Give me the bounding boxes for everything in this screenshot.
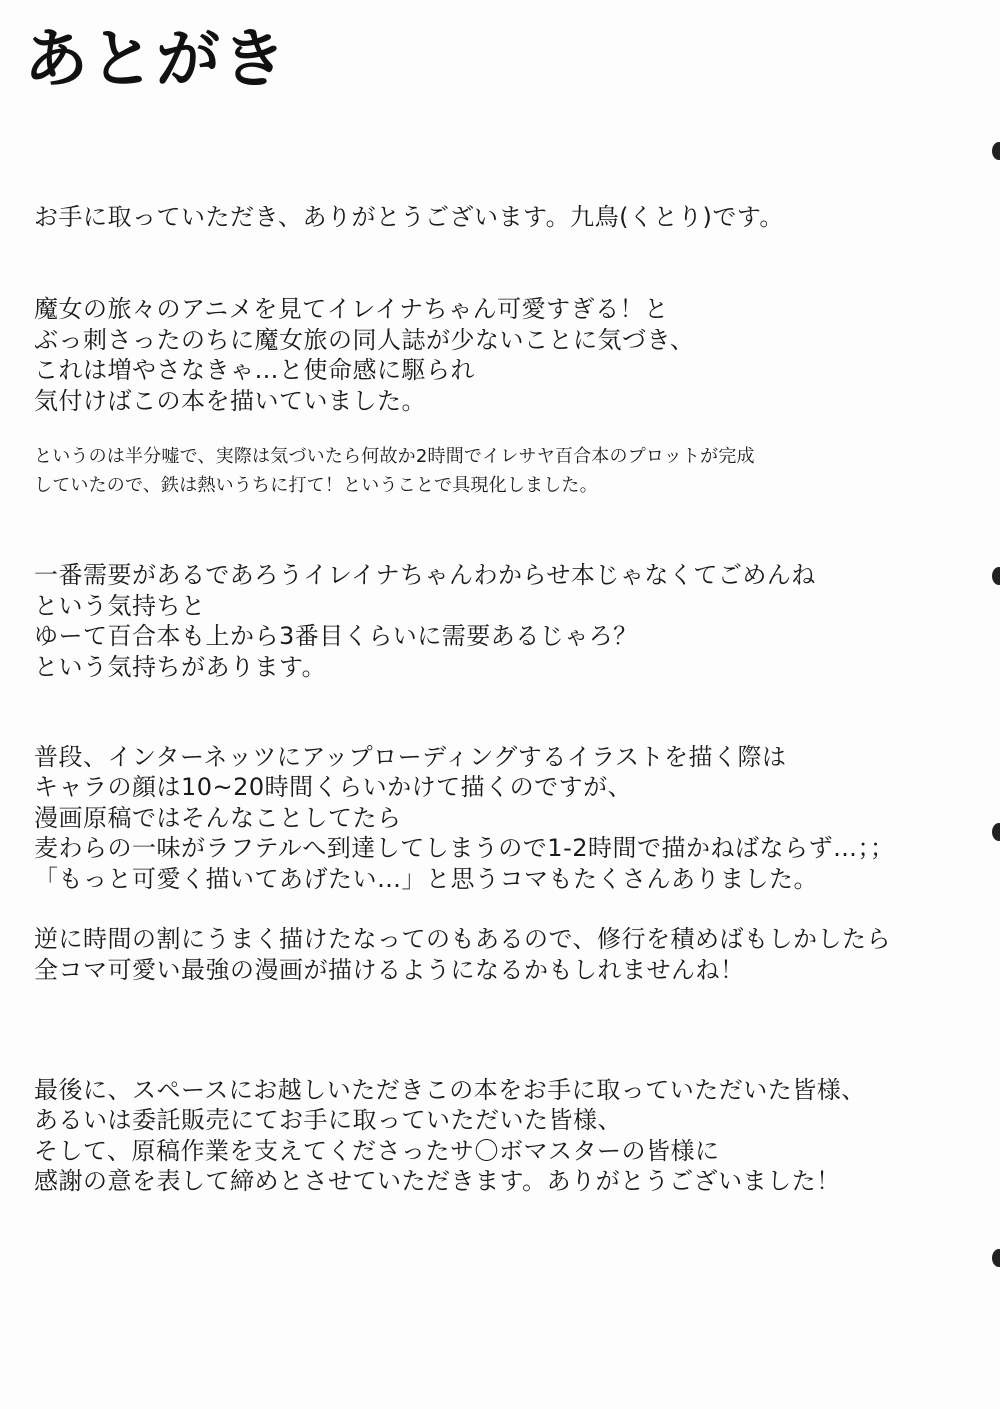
text-line: 感謝の意を表して締めとさせていただきます。ありがとうございました！ <box>34 1167 841 1195</box>
text-line: 「もっと可愛く描いてあげたい…」と思うコマもたくさんありました。 <box>34 865 818 893</box>
text-line: 漫画原稿ではそんなことしてたら <box>34 804 402 832</box>
text-line: 普段、インターネッツにアップローディングするイラストを描く際は <box>34 743 787 771</box>
text-line: 麦わらの一味がラフテルへ到達してしまうので1-2時間で描かねばならず…；； <box>34 834 895 862</box>
text-line: そして、原稿作業を支えてくださったサ〇ボマスターの皆様に <box>34 1137 720 1165</box>
text-line: お手に取っていただき、ありがとうございます。九鳥(くとり)です。 <box>34 203 784 231</box>
text-line: 全コマ可愛い最強の漫画が描けるようになるかもしれませんね！ <box>34 956 745 984</box>
text-line: あるいは委託販売にてお手に取っていただいた皆様、 <box>34 1106 622 1134</box>
binding-mark <box>992 823 1000 841</box>
text-line: 逆に時間の割にうまく描けたなってのもあるので、修行を積めばもしかしたら <box>34 925 892 953</box>
text-line: 一番需要があるであろうイレイナちゃんわからせ本じゃなくてごめんね <box>34 561 816 589</box>
text-line: ぶっ刺さったのちに魔女旅の同人誌が少ないことに気づき、 <box>34 326 695 354</box>
binding-mark <box>992 567 1000 585</box>
text-line: 最後に、スペースにお越しいただきこの本をお手に取っていただいた皆様、 <box>34 1076 866 1104</box>
binding-mark <box>992 142 1000 160</box>
text-line: 気付けばこの本を描いていました。 <box>34 387 426 415</box>
text-line-small: というのは半分嘘で、実際は気づいたら何故か2時間でイレサヤ百合本のプロットが完成 <box>34 446 755 467</box>
text-line: これは増やさなきゃ…と使命感に駆られ <box>34 356 475 384</box>
text-line: 魔女の旅々のアニメを見てイレイナちゃん可愛すぎる！と <box>34 295 669 323</box>
page-title: あとがき <box>24 23 288 97</box>
text-line: キャラの顔は10~20時間くらいかけて描くのですが、 <box>34 773 633 801</box>
text-line: ゆーて百合本も上から3番目くらいに需要あるじゃろ？ <box>34 622 638 650</box>
text-line: という気持ちと <box>34 592 206 620</box>
binding-mark <box>992 1249 1000 1267</box>
text-line-small: していたので、鉄は熱いうちに打て！ということで具現化しました。 <box>34 475 598 496</box>
text-line: という気持ちがあります。 <box>34 653 327 681</box>
